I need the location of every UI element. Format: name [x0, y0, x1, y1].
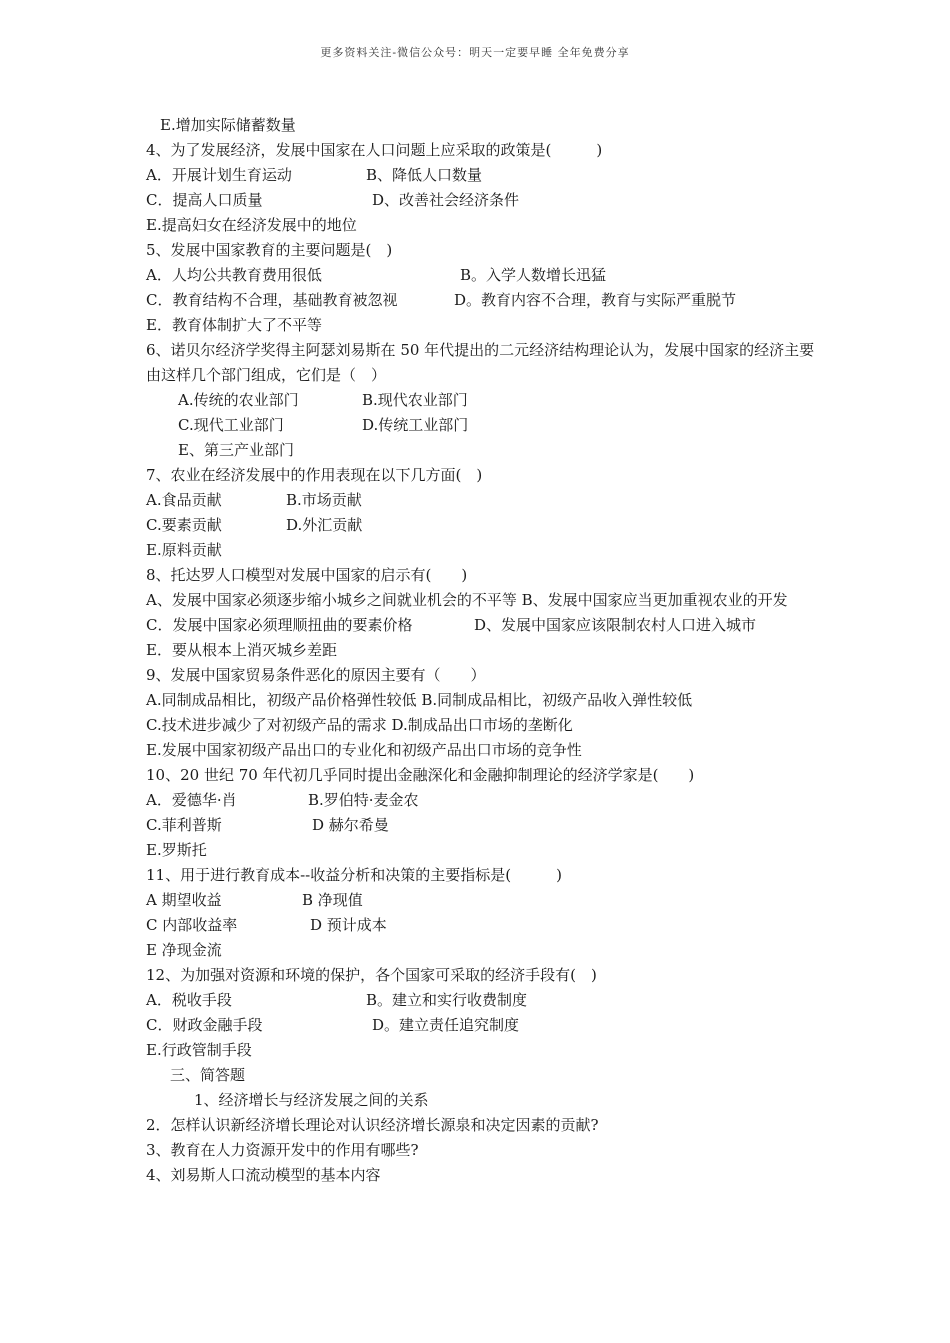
page-header: 更多资料关注-微信公众号：明天一定要早睡 全年免费分享 [320, 46, 630, 59]
text-segment: C.技术进步减少了对初级产品的需求 D.制成品出口市场的垄断化 [146, 716, 573, 734]
text-line [146, 113, 826, 138]
text-line [146, 888, 826, 913]
text-line [146, 863, 826, 888]
text-segment: D 赫尔希曼 [312, 816, 389, 834]
text-segment: C.现代工业部门 [178, 416, 284, 434]
text-segment: E.罗斯托 [146, 841, 207, 859]
text-segment: D。教育内容不合理，教育与实际严重脱节 [454, 291, 737, 309]
text-line [146, 763, 826, 788]
text-segment: 12、为加强对资源和环境的保护，各个国家可采取的经济手段有( ) [146, 966, 597, 984]
text-segment: 3、教育在人力资源开发中的作用有哪些? [146, 1141, 419, 1159]
text-line [146, 138, 826, 163]
text-line [146, 263, 826, 288]
text-segment: E.增加实际储蓄数量 [160, 116, 296, 134]
text-line [146, 338, 826, 388]
text-line [146, 288, 826, 313]
text-line [146, 163, 826, 188]
text-line [146, 488, 826, 513]
text-segment: C．财政金融手段 [146, 1016, 263, 1034]
text-segment: 三、简答题 [170, 1066, 246, 1084]
text-line [146, 713, 826, 738]
text-line [146, 788, 826, 813]
text-line [146, 738, 826, 763]
text-segment: 9、发展中国家贸易条件恶化的原因主要有（ ） [146, 666, 486, 684]
text-segment: B。建立和实行收费制度 [366, 991, 528, 1009]
document-body [146, 113, 826, 1188]
text-segment: E、第三产业部门 [178, 441, 294, 459]
text-segment: D 预计成本 [310, 916, 387, 934]
text-segment: C.菲利普斯 [146, 816, 222, 834]
text-line [146, 538, 826, 563]
text-segment: A．税收手段 [146, 991, 232, 1009]
text-segment: 10、20 世纪 70 年代初几乎同时提出金融深化和金融抑制理论的经济学家是( ) [146, 766, 695, 784]
text-line [146, 813, 826, 838]
text-line [146, 463, 826, 488]
text-line [146, 688, 826, 713]
text-line [146, 188, 826, 213]
text-segment: A．爱德华·肖 [146, 791, 237, 809]
text-segment: B 净现值 [302, 891, 363, 909]
text-segment: A.食品贡献 [146, 491, 222, 509]
text-line [146, 438, 826, 463]
text-line [146, 1113, 826, 1138]
text-line [146, 1013, 826, 1038]
text-segment: D、发展中国家应该限制农村人口进入城市 [474, 616, 757, 634]
text-segment: B.市场贡献 [286, 491, 362, 509]
text-line [146, 1138, 826, 1163]
text-line [146, 1088, 826, 1113]
text-line [146, 388, 826, 413]
text-segment: A、发展中国家必须逐步缩小城乡之间就业机会的不平等 B、发展中国家应当更加重视农业的开发 [146, 591, 788, 609]
text-segment: B。入学人数增长迅猛 [460, 266, 607, 284]
text-segment: E．教育体制扩大了不平等 [146, 316, 322, 334]
text-line [146, 838, 826, 863]
text-segment: 11、用于进行教育成本--收益分析和决策的主要指标是( ) [146, 866, 562, 884]
text-segment: A．人均公共教育费用很低 [146, 266, 322, 284]
text-segment: E．要从根本上消灭城乡差距 [146, 641, 337, 659]
text-segment: 4、为了发展经济，发展中国家在人口问题上应采取的政策是( ) [146, 141, 603, 159]
text-segment: B.罗伯特·麦金农 [308, 791, 419, 809]
text-line [146, 1038, 826, 1063]
text-segment: D.传统工业部门 [362, 416, 469, 434]
text-line [146, 588, 826, 613]
text-line [146, 1063, 826, 1088]
text-segment: 7、农业在经济发展中的作用表现在以下几方面( ) [146, 466, 483, 484]
text-segment: 5、发展中国家教育的主要问题是( ) [146, 241, 393, 259]
text-line [146, 213, 826, 238]
text-segment: 8、托达罗人口模型对发展中国家的启示有( ) [146, 566, 468, 584]
text-segment: A.同制成品相比，初级产品价格弹性较低 B.同制成品相比，初级产品收入弹性较低 [146, 691, 693, 709]
text-segment: A.传统的农业部门 [178, 391, 299, 409]
text-segment: E.发展中国家初级产品出口的专业化和初级产品出口市场的竞争性 [146, 741, 582, 759]
text-segment: E.行政管制手段 [146, 1041, 252, 1059]
text-segment: 2．怎样认识新经济增长理论对认识经济增长源泉和决定因素的贡献? [146, 1116, 599, 1134]
text-line [146, 988, 826, 1013]
text-segment: D。建立责任追究制度 [372, 1016, 520, 1034]
text-segment: C．发展中国家必须理顺扭曲的要素价格 [146, 616, 413, 634]
text-segment: E.原料贡献 [146, 541, 222, 559]
text-segment: C 内部收益率 [146, 916, 238, 934]
text-line [146, 563, 826, 588]
text-line [146, 413, 826, 438]
text-segment: C．教育结构不合理，基础教育被忽视 [146, 291, 398, 309]
text-segment: D、改善社会经济条件 [372, 191, 520, 209]
text-line [146, 663, 826, 688]
text-segment: A．开展计划生育运动 [146, 166, 292, 184]
text-segment: 1、经济增长与经济发展之间的关系 [194, 1091, 429, 1109]
text-line [146, 313, 826, 338]
text-segment: C.要素贡献 [146, 516, 222, 534]
text-segment: 6、诺贝尔经济学奖得主阿瑟刘易斯在 50 年代提出的二元经济结构理论认为，发展中国家的经济主要由这样几个部门组成，它们是（ ） [146, 341, 815, 384]
text-line [146, 963, 826, 988]
text-segment: E.提高妇女在经济发展中的地位 [146, 216, 357, 234]
text-line [146, 613, 826, 638]
text-line [146, 513, 826, 538]
text-line [146, 638, 826, 663]
text-segment: C．提高人口质量 [146, 191, 263, 209]
text-line [146, 1163, 826, 1188]
text-segment: B.现代农业部门 [362, 391, 468, 409]
text-segment: A 期望收益 [146, 891, 222, 909]
text-line [146, 238, 826, 263]
text-line [146, 938, 826, 963]
text-segment: D.外汇贡献 [286, 516, 363, 534]
text-segment: E 净现金流 [146, 941, 222, 959]
text-line [146, 913, 826, 938]
text-segment: B、降低人口数量 [366, 166, 483, 184]
text-segment: 4、刘易斯人口流动模型的基本内容 [146, 1166, 381, 1184]
